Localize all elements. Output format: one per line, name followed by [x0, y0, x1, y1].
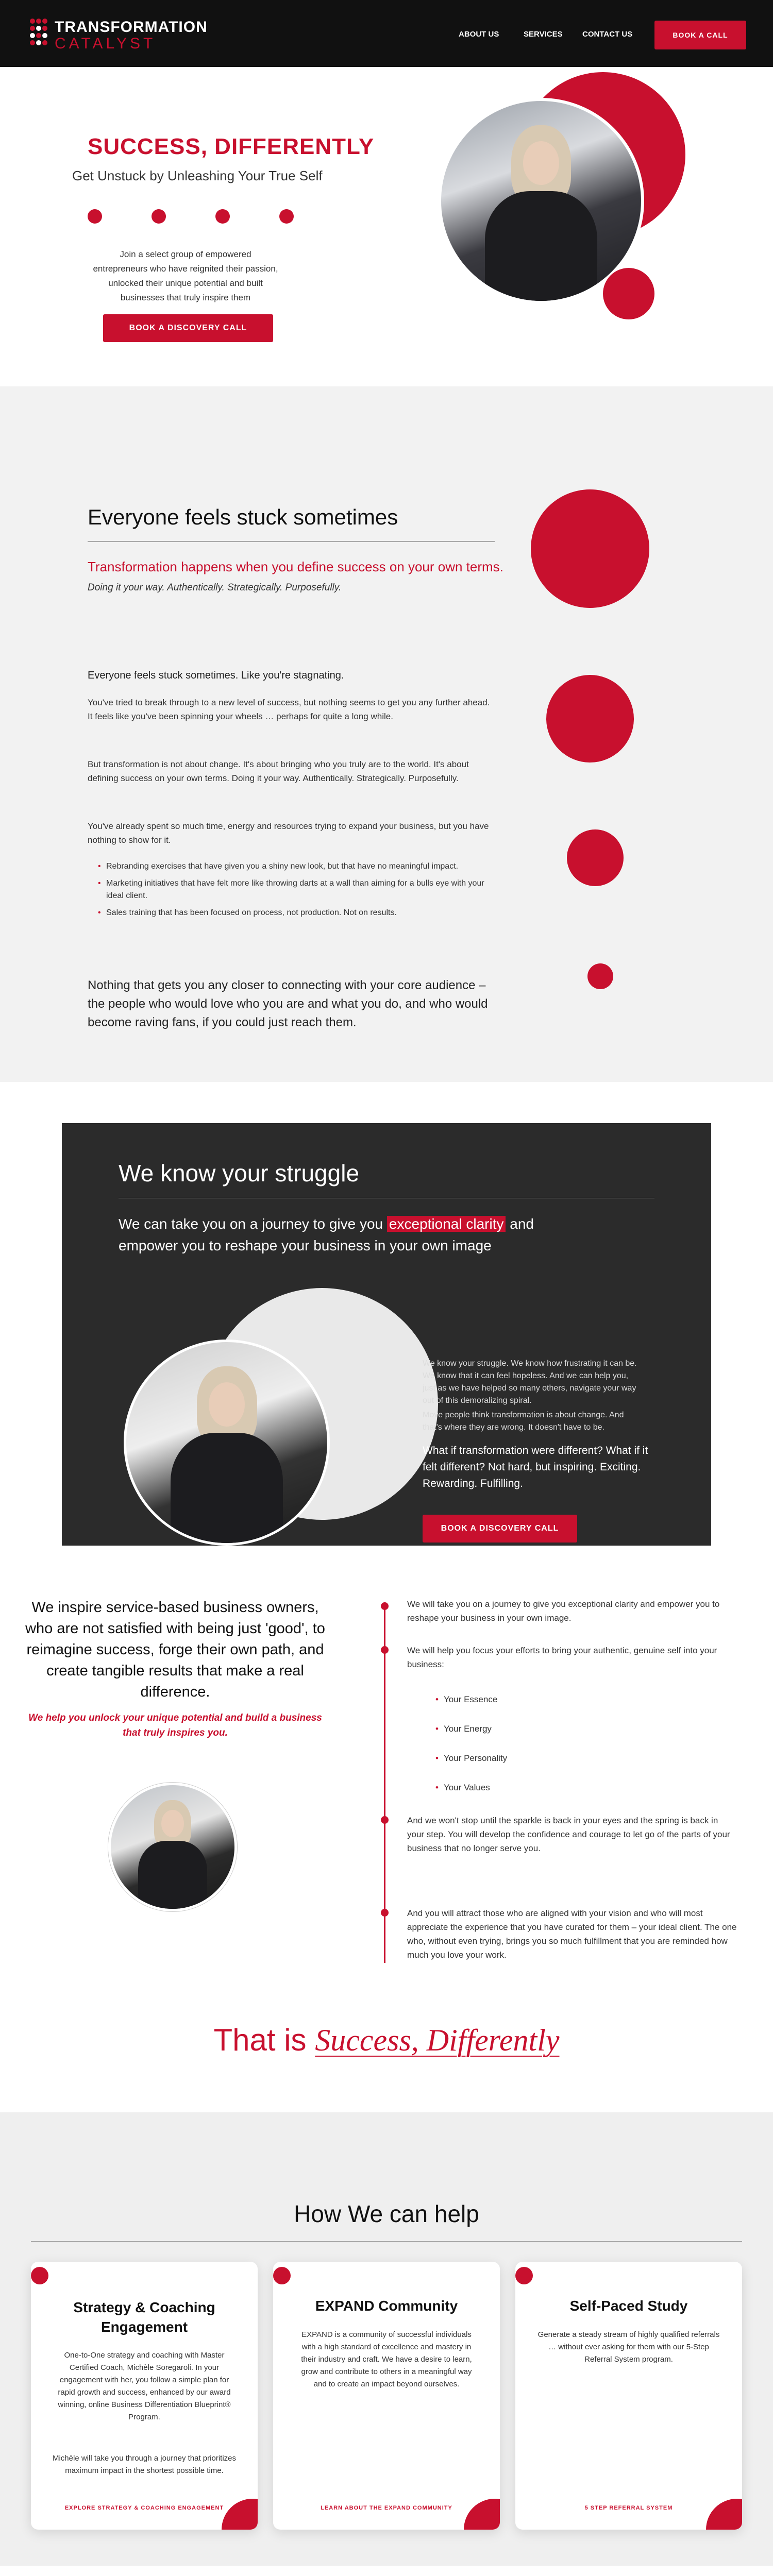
card-link[interactable]: LEARN ABOUT THE EXPAND COMMUNITY [321, 2505, 452, 2511]
list-item: • Your Energy [435, 1722, 693, 1736]
nav-about-us[interactable]: ABOUT US [459, 30, 499, 39]
help-heading: How We can help [294, 2200, 479, 2227]
struggle-heading: We know your struggle [119, 1160, 360, 1187]
card-accent [31, 2267, 48, 2284]
header-book-call-button[interactable]: BOOK A CALL [654, 21, 746, 49]
struggle-lead: We can take you on a journey to give you exceptional clarity and empower you to reshape your business in your own image [119, 1216, 534, 1253]
list-item: • Sales training that has been focused on process, not production. Not on results. [98, 907, 495, 919]
inspire-photo [108, 1783, 237, 1911]
stuck-bullets [98, 860, 495, 924]
hero-dots [88, 209, 304, 225]
stuck-p4: You've already spent so much time, energy and resources trying to expand your business, but you have nothing to show for it. [88, 821, 489, 845]
timeline-dot [381, 1646, 389, 1654]
inspire-section [0, 1597, 773, 2112]
card-link[interactable]: EXPLORE STRATEGY & COACHING ENGAGEMENT [64, 2505, 224, 2511]
main-nav [459, 30, 634, 40]
hero-subtitle: Get Unstuck by Unleashing Your True Self [72, 168, 323, 183]
card-title: Strategy & Coaching Engagement [73, 2299, 215, 2335]
list-item: • Marketing initiatives that have felt more like throwing darts at a wall than aiming for a bulls eye with your ideal client. [98, 877, 495, 902]
inspire-t2: We will help you focus your efforts to bring your authentic, genuine self into your business: [407, 1646, 717, 1669]
timeline-dot [381, 1602, 389, 1610]
card-accent [515, 2267, 533, 2284]
stuck-section [0, 386, 773, 1082]
list-item: • Your Personality [435, 1751, 693, 1765]
card-accent [273, 2267, 291, 2284]
struggle-section [0, 1082, 773, 1597]
inspire-t4: And you will attract those who are aligned with your vision and who will most appreciate the experience that you have curated for them – your ideal client. The one who, without even trying, brings you so much fulfillment that you are reminded how much you love your work. [407, 1908, 737, 1960]
struggle-question: What if transformation were different? What if it felt different? Not hard, but inspiring. Exciting. Rewarding. Fulfilling. [423, 1445, 648, 1489]
stuck-divider [88, 541, 495, 542]
logo-line1: TRANSFORMATION [55, 19, 208, 36]
hero-title: SUCCESS, DIFFERENTLY [88, 134, 375, 159]
card-corner-accent [706, 2499, 742, 2530]
stuck-closing: Nothing that gets you any closer to connecting with your core audience – the people who would love who you are and what you do, and who would become raving fans, if you could just reach them. [88, 978, 488, 1029]
hero-body: Join a select group of empowered entrepreneurs who have reignited their passion, unlocked their unique potential and built businesses that truly inspire them [93, 249, 278, 302]
help-divider [31, 2241, 742, 2242]
card-body: One-to-One strategy and coaching with Master Certified Coach, Michèle Soregaroli. In your engagement with her, you follow a simple plan for rapid growth and success, enhanced by our award winning, online Business Differentiation Blueprint® Program. [58, 2351, 231, 2421]
help-section [0, 2112, 773, 2566]
list-item: • Rebranding exercises that have given you a shiny new look, but that have no meaningful impact. [98, 860, 495, 873]
inspire-t1: We will take you on a journey to give you exceptional clarity and empower you to reshape your business in your own image. [407, 1599, 720, 1623]
stuck-tagline2: Doing it your way. Authentically. Strategically. Purposefully. [88, 582, 342, 593]
timeline-dot [381, 1816, 389, 1824]
nav-contact-us[interactable]: CONTACT US [582, 30, 633, 39]
stuck-tagline: Transformation happens when you define success on your own terms. [88, 559, 503, 574]
struggle-panel [62, 1123, 711, 1546]
stuck-heading: Everyone feels stuck sometimes [88, 505, 398, 529]
stuck-p1: Everyone feels stuck sometimes. Like you're stagnating. [88, 670, 344, 681]
inspire-bullets [435, 1692, 693, 1810]
list-item: • Your Values [435, 1781, 693, 1794]
card-corner-accent [464, 2499, 500, 2530]
how-section [0, 2566, 773, 2576]
stuck-p2: You've tried to break through to a new level of success, but nothing seems to get you any further ahead. It feels like you've been spinning your wheels … perhaps for quite a long while. [88, 698, 490, 721]
service-card-strategy[interactable] [31, 2262, 258, 2530]
card-link[interactable]: 5 STEP REFERRAL SYSTEM [584, 2505, 673, 2511]
nav-services[interactable]: SERVICES [524, 30, 563, 39]
stuck-decor-dots [520, 489, 665, 1005]
hero-book-call-button[interactable]: BOOK A DISCOVERY CALL [103, 314, 273, 342]
highlight: exceptional clarity [387, 1216, 506, 1232]
struggle-p1: We know your struggle. We know how frustrating it can be. We know that it can feel hopeless. And we can help you, just as we have helped so many others, navigate your way out of this demoralizing spiral. [423, 1359, 637, 1405]
card-corner-accent [222, 2499, 258, 2530]
card-body: Generate a steady stream of highly qualified referrals … without ever asking for them with our 5-Step Referral System program. [537, 2330, 720, 2364]
struggle-book-call-button[interactable]: BOOK A DISCOVERY CALL [423, 1515, 577, 1543]
card-body2: Michèle will take you through a journey that prioritizes maximum impact in the shortest possible time. [52, 2454, 236, 2475]
success-differently-banner: That is Success, Differently [213, 2023, 560, 2057]
inspire-sub: We help you unlock your unique potential and build a business that truly inspires you. [28, 1713, 322, 1738]
hero-small-red-accent [603, 268, 654, 319]
list-item: • Your Essence [435, 1692, 693, 1706]
struggle-p2: Move people think transformation is about change. And that's where they are wrong. It doesn't have to be. [423, 1411, 624, 1432]
logo-line2: CATALYST [55, 35, 156, 52]
card-body: EXPAND is a community of successful individuals with a high standard of excellence and mastery in their industry and craft. We have a desire to learn, grow and contribute to others in a meaningful way and to create an impact beyond ourselves. [301, 2330, 472, 2388]
hero-section [0, 67, 773, 386]
stuck-p3: But transformation is not about change. It's about bringing who you truly are to the world. It's about defining success on your own terms. Doing it your way. Authentically. Strategically. Purposefully. [88, 759, 469, 783]
site-header [0, 0, 773, 67]
timeline-dot [381, 1909, 389, 1917]
service-card-expand[interactable] [273, 2262, 500, 2530]
inspire-t3: And we won't stop until the sparkle is back in your eyes and the spring is back in your step. You will develop the confidence and courage to let go of the parts of your business that no longer serve you. [407, 1816, 730, 1853]
logo-mark [30, 19, 47, 49]
inspire-heading: We inspire service-based business owners, who are not satisfied with being just 'good', to reimagine success, forge their own path, and create tangible results that make a real difference. [25, 1599, 325, 1700]
struggle-photo [124, 1340, 330, 1546]
service-card-self-paced[interactable] [515, 2262, 742, 2530]
logo[interactable] [30, 15, 226, 52]
card-title: Self-Paced Study [569, 2298, 688, 2314]
card-title: EXPAND Community [315, 2298, 458, 2314]
